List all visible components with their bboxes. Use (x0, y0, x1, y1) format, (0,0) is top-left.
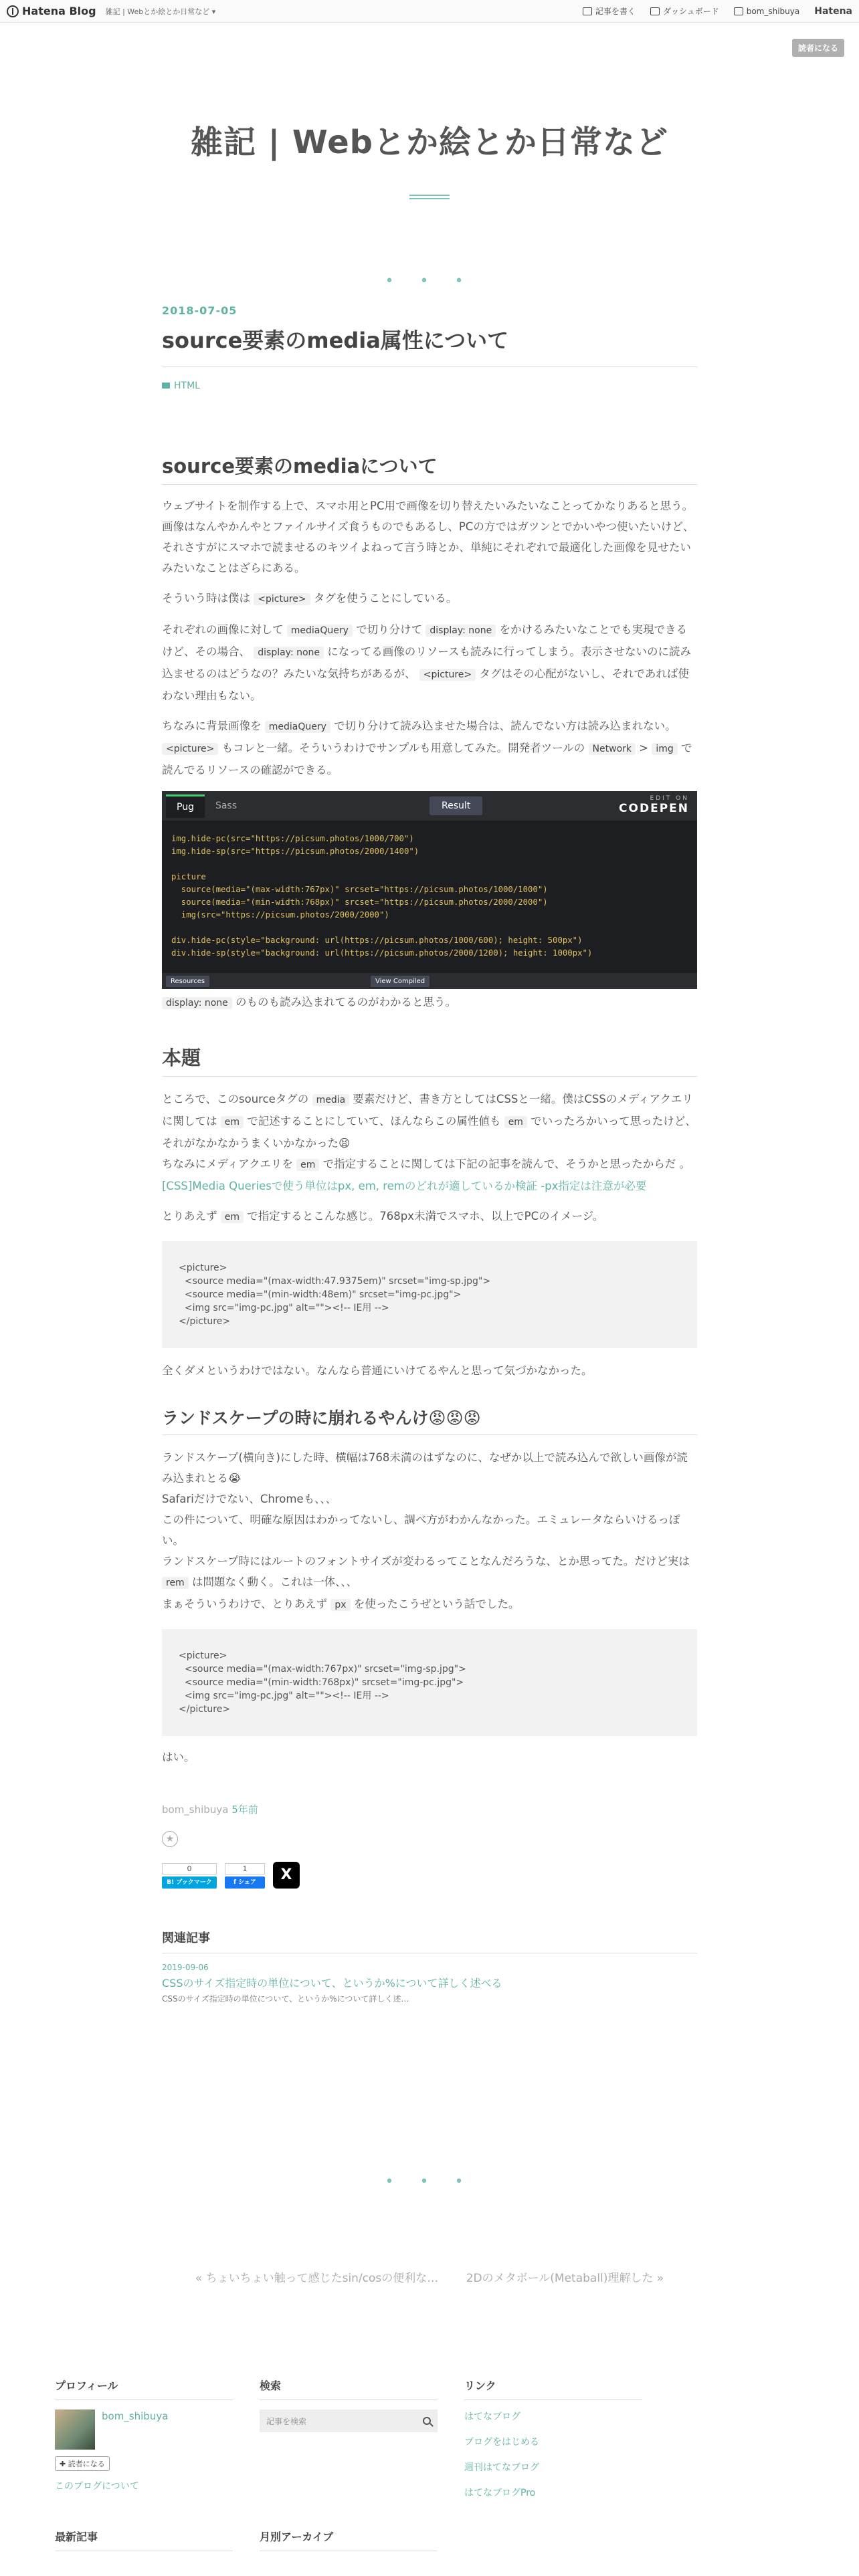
footer-modules (0, 2377, 859, 2561)
view-compiled-button[interactable]: View Compiled (371, 976, 430, 987)
paragraph: ちなみに背景画像を mediaQuery で切り分けて読み込ませた場合は、読んでない方は読み込まれない。 <picture> もコレと一緒。そういうわけでサンプルも用意してみた。開発者ツールの Network > img で読んでるリソースの確認ができる。 (162, 720, 692, 776)
paragraph: はい。 (162, 1751, 195, 1763)
code-line: img.hide-sp(src="https://picsum.photos/2000/1400") (171, 847, 419, 856)
prev-entry-link[interactable]: « ちょいちょい触って感じたsin/cosの便利な… (195, 2272, 439, 2285)
article (162, 304, 697, 2004)
code-line: picture (171, 872, 206, 881)
related-title-link[interactable]: CSSのサイズ指定時の単位について、というか%について詳しく述べる (162, 1977, 502, 1990)
paragraph: ちなみにメディアクエリを em で指定することに関しては下記の記事を読んで、そうかと思ったからだ 。 [CSS]Media Queriesで使う単位はpx, em, remのどれが適しているか検証 -px指定は注意が必要 (162, 1158, 691, 1192)
paragraph: ランドスケープ時にはルートのフォントサイズが変わるってことなんだろうな、とか思ってた。だけど実は rem は問題なく動く。これは一体、、、 (162, 1555, 690, 1588)
paragraph: Safariだけでない、Chromeも、、、 (162, 1493, 337, 1505)
result-button[interactable]: Result (430, 796, 482, 815)
paragraph: そういう時は僕は <picture> タグを使うことにしている。 (162, 592, 458, 605)
related-description: CSSのサイズ指定時の単位について、というか%について詳しく述… (162, 1994, 409, 2004)
link-hatena-blog[interactable]: はてなブログ (464, 2411, 520, 2422)
archive-module (260, 2529, 438, 2561)
divider-dots: • • • (385, 2173, 474, 2190)
links-heading: リンク (464, 2377, 642, 2400)
related-date: 2019-09-06 (162, 1963, 209, 1972)
search-heading: 検索 (260, 2377, 438, 2400)
related-entries (162, 1929, 697, 2004)
related-heading: 関連記事 (162, 1929, 697, 1953)
codepen-logo[interactable]: EDIT ON CODEPEN (619, 795, 689, 815)
archive-heading: 月別アーカイブ (260, 2529, 438, 2551)
paragraph: 全くダメというわけではない。なんなら普通にいけてるやんと思って気づかなかった。 (162, 1364, 593, 1377)
divider-dots: • • • (385, 273, 474, 290)
profile-name-link[interactable]: bom_shibuya (102, 2410, 169, 2422)
section-heading: ランドスケープの時に崩れるやんけ😡😡😡 (162, 1405, 697, 1435)
global-header (0, 0, 859, 23)
facebook-share-button[interactable]: 1 f シェア (225, 1863, 265, 1889)
about-link[interactable]: このブログについて (55, 2481, 139, 2492)
search-module (260, 2377, 438, 2511)
write-article-link[interactable]: 記事を書く (583, 5, 636, 17)
dashboard-link[interactable]: ダッシュボード (650, 5, 719, 17)
paragraph: ランドスケープ(横向き)にした時、横幅は768未満のはずなのに、なぜか以上で読み込んで欲しい画像が読み込まれとる😭 (162, 1451, 688, 1485)
recent-heading: 最新記事 (55, 2529, 233, 2551)
link-weekly-hatena-blog[interactable]: 週刊はてなブログ (464, 2462, 539, 2473)
pager (0, 2268, 859, 2285)
paragraph: まぁそういうわけで、とりあえず px を使ったこうぜという話でした。 (162, 1598, 520, 1610)
follow-button[interactable]: ✚ 読者になる (55, 2456, 110, 2471)
code-line: div.hide-pc(style="background: url(https://picsum.photos/1000/600); height: 500px") (171, 936, 583, 945)
code-line (171, 922, 688, 934)
folder-icon (162, 383, 170, 389)
pencil-icon (583, 7, 592, 15)
paragraph: ウェブサイトを制作する上で、スマホ用とPC用で画像を切り替えたいみたいなことってかなりあると思う。画像はなんやかんやとファイルサイズ食うものでもあるし、PCの方ではガツンとでかいやつ使いたいけど、それさすがにスマホで読ませるのキツイよねって言う時とか、単純にそれぞれで最適化した画像を見せたいみたいなことはざらにある。 (162, 500, 694, 574)
code-line: div.hide-sp(style="background: url(https://picsum.photos/2000/1200); height: 1000px") (171, 948, 593, 958)
author-link[interactable]: bom_shibuya (162, 1804, 229, 1816)
entry-title[interactable]: source要素のmedia属性について (162, 324, 697, 367)
paragraph: それぞれの画像に対して mediaQuery で切り分けて display: none をかけるみたいなことでも実現できるけど、その場合、 display: none になってる画像のリソースも読みに行ってしまう。表示させないのに読み込ませるのはどうなの？みたいな気持ちがあるが、 <picture> タグはその心配がないし、それであれば使わない理由もない。 (162, 623, 691, 702)
next-entry-link[interactable]: 2Dのメタボール(Metaball)理解した » (466, 2272, 664, 2285)
search-icon[interactable] (423, 2417, 431, 2425)
code-line: img.hide-pc(src="https://picsum.photos/1000/700") (171, 834, 414, 843)
paragraph: とりあえず em で指定するとこんな感じ。768px未満でスマホ、以上でPCのイメージ。 (162, 1210, 604, 1222)
hatena-bookmark-button[interactable]: 0 B! ブックマーク (162, 1863, 217, 1889)
tab-sass[interactable]: Sass (215, 800, 237, 811)
code-block: <picture> <source media="(max-width:767px)" srcset="img-sp.jpg"> <source media="(min-width:768px)" srcset="img-pc.jpg"> <img src="img-pc.jpg" alt=""><!-- IE用 --> </picture> (162, 1629, 697, 1736)
code-view (162, 821, 697, 960)
paragraph: ところで、このsourceタグの media 要素だけど、書き方としてはCSSと一緒。僕はCSSのメディアクエリに関しては em で記述することにしていて、ほんならこの属性値も em でいったろかいって思ったけど、それがなかなかうまくいかなかった😫 (162, 1093, 696, 1150)
blog-selector[interactable]: 雑記 | Webとか絵とか日常など ▾ (105, 7, 216, 16)
subscribe-button[interactable]: 読者になる (792, 39, 844, 57)
link-start-blog[interactable]: ブログをはじめる (464, 2437, 539, 2448)
hatena-blog-logo[interactable]: Hatena Blog (7, 5, 96, 17)
hatena-link[interactable]: Hatena (814, 5, 852, 17)
x-share-button[interactable]: X (273, 1862, 300, 1889)
user-icon (734, 7, 743, 15)
section-heading: source要素のmediaについて (162, 451, 697, 485)
permalink[interactable]: 5年前 (231, 1804, 258, 1816)
paragraph: この件について、明確な原因はわかってないし、調べ方がわかんなかった。エミュレータならいけるっぽい。 (162, 1513, 680, 1547)
share-buttons (162, 1862, 697, 1889)
links-module (464, 2377, 642, 2511)
external-article-link[interactable]: [CSS]Media Queriesで使う単位はpx, em, remのどれが適しているか検証 -px指定は注意が必要 (162, 1180, 647, 1192)
avatar[interactable] (55, 2409, 95, 2450)
codepen-embed[interactable] (162, 791, 697, 989)
add-star-icon[interactable]: ★ (162, 1831, 178, 1847)
search-input[interactable]: 記事を検索 (260, 2409, 438, 2432)
account-menu[interactable]: bom_shibuya (734, 7, 800, 16)
category-tag[interactable]: HTML (162, 381, 697, 391)
section-heading: 本題 (162, 1043, 697, 1077)
dashboard-icon (650, 7, 660, 15)
profile-heading: プロフィール (55, 2377, 233, 2400)
profile-module (55, 2377, 233, 2511)
link-hatena-blog-pro[interactable]: はてなブログPro (464, 2488, 536, 2498)
code-line (171, 858, 688, 871)
code-line: source(media="(max-width:767px)" srcset="https://picsum.photos/1000/1000") (171, 885, 548, 894)
code-line: img(src="https://picsum.photos/2000/2000") (171, 910, 389, 920)
entry-footer (162, 1802, 697, 1816)
blog-title[interactable]: 雑記 | Webとか絵とか日常など (190, 124, 669, 161)
entry-date[interactable]: 2018-07-05 (162, 304, 237, 317)
recent-module (55, 2529, 233, 2561)
tab-pug[interactable]: Pug (166, 794, 205, 818)
title-decoration (409, 195, 450, 199)
resources-button[interactable]: Resources (166, 976, 209, 987)
code-line: source(media="(min-width:768px)" srcset="https://picsum.photos/2000/2000") (171, 897, 548, 907)
paragraph: display: none のものも読み込まれてるのがわかると思う。 (162, 992, 697, 1014)
hatena-logo-icon (7, 5, 19, 17)
code-block: <picture> <source media="(max-width:47.9375em)" srcset="img-sp.jpg"> <source media="(min-width:48em)" srcset="img-pc.jpg"> <img src="img-pc.jpg" alt=""><!-- IE用 --> </picture> (162, 1241, 697, 1348)
